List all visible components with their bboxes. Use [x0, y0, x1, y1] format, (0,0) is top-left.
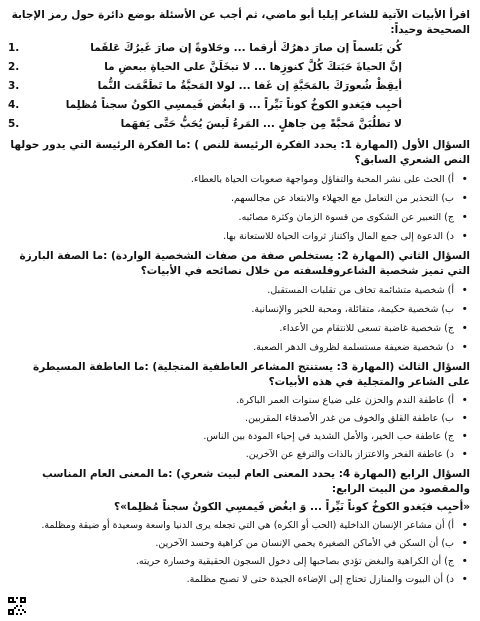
option-d[interactable]: • د) الدعوة إلى جمع المال واكتناز ثروات الحياة للاستعانة بها.: [8, 227, 472, 246]
option-a[interactable]: • أ) شخصية متشائمة تخاف من تقلبات المستقبل.: [8, 281, 472, 300]
option-a[interactable]: • أ) أن مشاعر الإنسان الداخلية (الحب أو الكره) هي التي تجعله يرى الدنيا واسعة وسعيدة أو ضيقة ومظلمة.: [8, 517, 472, 535]
verse-number: 2.: [8, 61, 20, 73]
question-1-title: السؤال الأول (المهارة 1: يحدد الفكرة الرئيسة للنص ) :ما الفكرة الرئيسة التي يدور حولها النص الشعري السابق؟: [10, 139, 470, 166]
verse-text: إنَّ الحياةَ حَبَتكَ كُلَّ كنوزِها ... لا تبخَلَنَّ على الحياةِ ببعضِ ما: [104, 61, 402, 73]
verse-4: [8, 99, 472, 118]
verse-number: 4.: [8, 99, 20, 111]
verse-number: 5.: [8, 118, 20, 130]
option-c[interactable]: • ج) عاطفة حب الخير، والأمل الشديد في إحياء المودة بين الناس.: [8, 428, 472, 446]
option-b[interactable]: • ب) عاطفة القلق والخوف من غدر الأصدقاء المقربين.: [8, 410, 472, 428]
verse-text: أيقِظْ شُعورَكَ بالمَحَبَّةِ إن غَفا ... لولا المَحبَّةُ ما تَطَعَّمَت النُّما: [97, 80, 402, 92]
option-a[interactable]: • أ) الحث على نشر المحبة والتفاؤل ومواجهة صعوبات الحياة بالعطاء.: [8, 170, 472, 189]
verse-number: 3.: [8, 80, 20, 92]
verse-text: لا تطلُبَنَّ مَحبَّةً مِن جاهلٍ ... المَرءُ لَيسَ يُحَبُّ حَتَّى يَفهَما: [120, 118, 402, 130]
option-d[interactable]: • د) عاطفة الفخر والاعتزاز بالذات والترفع عن الآخرين.: [8, 446, 472, 464]
option-c[interactable]: • ج) أن الكراهية والبغض تؤدي بصاحبها إلى دخول السجون الحقيقية وخسارة حريته.: [8, 553, 472, 571]
verse-number: 1.: [8, 42, 20, 54]
option-d[interactable]: • د) أن البيوت والمنازل تحتاج إلى الإضاءة الجيدة حتى لا تصبح مظلمة.: [8, 571, 472, 589]
question-3-title: السؤال الثالث (المهارة 3: يستنتج المشاعر العاطفية المتجلية) :ما العاطفة المسيطرة على الشاعر والمتجلية في هذه الأبيات؟: [33, 361, 470, 388]
question-4-quote: «أحبِب فيَغدو الكوخُ كوناً نَيِّراً ... وَ ابغُض فَيمسِي الكونُ سجناً مُظلِما»؟: [114, 501, 470, 513]
question-1-options: [8, 170, 472, 246]
option-b[interactable]: • ب) التحذير من التعامل مع الجهلاء والابتعاد عن مجالسهم.: [8, 189, 472, 208]
poem-verses: [8, 42, 472, 137]
question-2-title: السؤال الثاني (المهارة 2: يستخلص صفة من صفات الشخصية الواردة) :ما الصفة البارزة التي تميز شخصية الشاعروفلسفته من خلال نصائحه في الأبيات؟: [19, 250, 470, 277]
question-4-title: السؤال الرابع (المهارة 4: يحدد المعنى العام لبيت شعري) :ما المعنى العام المناسب والمقصود من البيت الرابع:: [42, 468, 470, 495]
option-a[interactable]: • أ) عاطفة الندم والحزن على ضياع سنوات العمر الباكرة.: [8, 392, 472, 410]
option-d[interactable]: • د) شخصية ضعيفة مستسلمة لظروف الدهر الصعبة.: [8, 338, 472, 357]
verse-text: كُن بَلسماً إن صارَ دهرُكَ أرقما ... وحَلاوةً إن صارَ غَيرُكَ عَلقَما: [90, 42, 402, 54]
qr-code-icon: [8, 597, 26, 615]
instructions: اقرأ الأبيات الآتية للشاعر إيليا أبو ماضي، ثم أجب عن الأسئلة بوضع دائرة حول رمز الإجابة الصحيحة وحيداً:: [11, 9, 470, 36]
verse-3: [8, 80, 472, 99]
verse-1: [8, 42, 472, 61]
verse-5: [8, 118, 472, 137]
option-c[interactable]: • ج) شخصية غاضبة تسعى للانتقام من الأعداء.: [8, 319, 472, 338]
verse-text: أحبِب فيَغدو الكوخُ كوناً نَيِّراً ... وَ ابغُض فَيمسِي الكونُ سجناً مُظلِما: [65, 99, 402, 111]
option-b[interactable]: • ب) شخصية حكيمة، متفائلة، ومحبة للخير والإنسانية.: [8, 300, 472, 319]
option-b[interactable]: • ب) أن السكن في الأماكن الصغيرة يحمي الإنسان من كراهية وحسد الآخرين.: [8, 535, 472, 553]
question-4-options: [8, 517, 472, 589]
option-c[interactable]: • ج) التعبير عن الشكوى من قسوة الزمان وكثرة مصائبه.: [8, 208, 472, 227]
question-3-options: [8, 392, 472, 464]
question-2-options: [8, 281, 472, 357]
verse-2: [8, 61, 472, 80]
